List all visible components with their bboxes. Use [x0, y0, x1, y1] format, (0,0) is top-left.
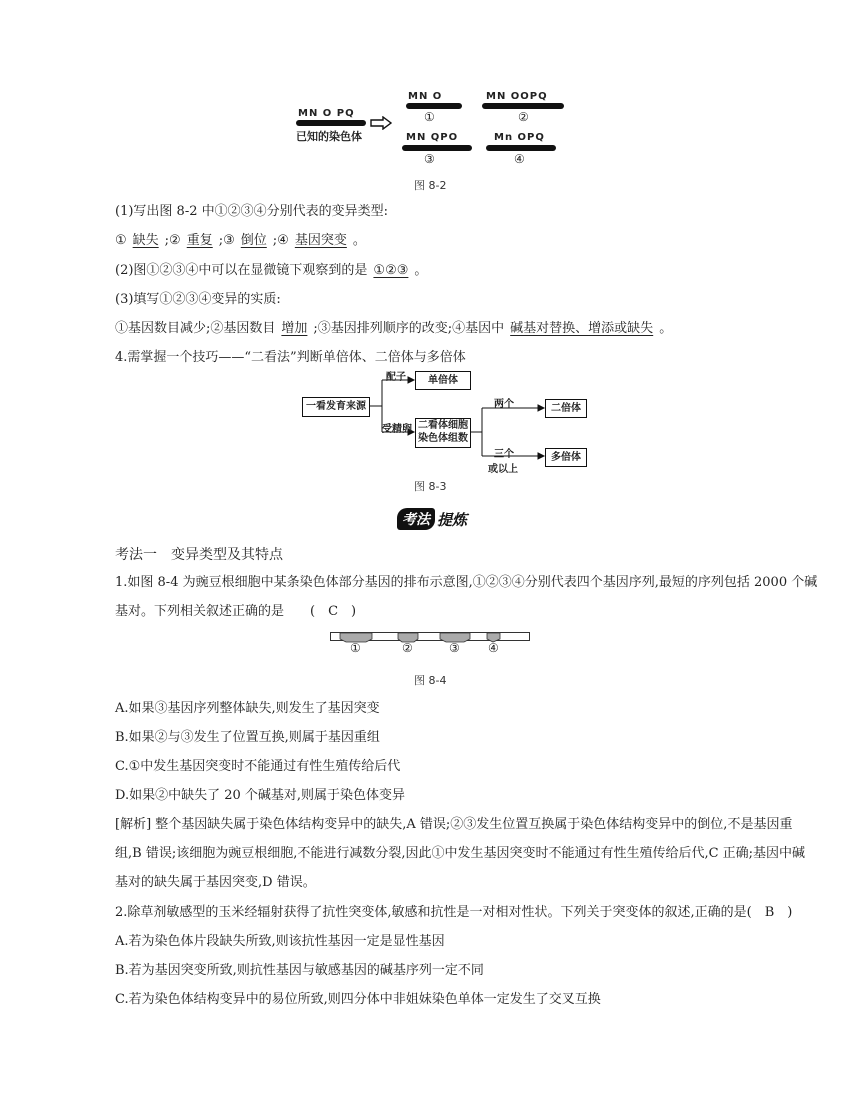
question-1-option-d: D.如果②中缺失了 20 个碱基对,则属于染色体变异 [115, 788, 406, 803]
box-second-look [415, 418, 471, 448]
question-1-option-b: B.如果②与③发生了位置互换,则属于基因重组 [115, 730, 380, 745]
badge-part-1: 考法 [397, 508, 435, 530]
right-arrow-icon [370, 116, 392, 130]
gene-number-1: ① [350, 641, 361, 655]
q1-label-3: ;③ [218, 233, 235, 248]
question-2-option-c: C.若为染色体结构变异中的易位所致,则四分体中非姐妹染色单体一定发生了交叉互换 [115, 992, 601, 1007]
q1-label-1: ① [115, 233, 127, 248]
figure-8-4 [330, 630, 530, 658]
chromosome-3-letters: MN QPO [406, 132, 459, 143]
q1-label-4: ;④ [272, 233, 289, 248]
gene-number-4: ④ [488, 641, 499, 655]
figure-8-4-caption: 图 8-4 [414, 674, 447, 687]
chromosome-3-number: ③ [424, 152, 435, 166]
question-1-analysis-1: [解析] 整个基因缺失属于染色体结构变异中的缺失,A 错误;②③发生位置互换属于染色体结构变异中的倒位,不是基因重 [115, 817, 793, 832]
figure-8-3-caption: 图 8-3 [414, 480, 447, 493]
chromosome-3-bar [402, 145, 472, 151]
chromosome-1-bar [406, 103, 462, 109]
q1-answer-2: 重复 [186, 233, 213, 248]
q1-answer-1: 缺失 [132, 233, 159, 248]
chromosome-2-bar [482, 103, 564, 109]
box-polyploid: 多倍体 [545, 448, 587, 467]
box-diploid: 二倍体 [545, 399, 587, 418]
known-chromosome-letters: MN O PQ [298, 108, 355, 119]
question-2-option-b: B.若为基因突变所致,则抗性基因与敏感基因的碱基序列一定不同 [115, 963, 484, 978]
gene-number-3: ③ [449, 641, 460, 655]
chromosome-4-number: ④ [514, 152, 525, 166]
chromosome-1-letters: MN O [408, 91, 443, 102]
box-second-look-line-1: 二看体细胞 [418, 420, 468, 431]
q2-prompt: (2)图①②③④中可以在显微镜下观察到的是 [115, 263, 368, 278]
q2-answer: ①②③ [373, 263, 409, 278]
question-1-option-a: A.如果③基因序列整体缺失,则发生了基因突变 [115, 701, 380, 716]
gene-number-2: ② [402, 641, 413, 655]
q3-prompt: (3)填写①②③④变异的实质: [115, 292, 281, 307]
label-gamete: 配子 [386, 372, 406, 383]
label-two: 两个 [494, 399, 514, 410]
q1-prompt: (1)写出图 8-2 中①②③④分别代表的变异类型: [115, 204, 388, 219]
q2-end: 。 [414, 263, 428, 278]
chromosome-4-bar [486, 145, 556, 151]
question-2-option-a: A.若为染色体片段缺失所致,则该抗性基因一定是显性基因 [115, 934, 445, 949]
q3-part-2: ;③基因排列顺序的改变;④基因中 [313, 321, 505, 336]
method-refine-badge [397, 508, 467, 530]
q1-answer-3: 倒位 [240, 233, 267, 248]
label-or-more: 或以上 [488, 464, 518, 475]
label-three: 三个 [494, 449, 514, 460]
q3-answer-2: 碱基对替换、增添或缺失 [510, 321, 654, 336]
question-1-line-1: 1.如图 8-4 为豌豆根细胞中某条染色体部分基因的排布示意图,①②③④分别代表四个基因序列,最短的序列包括 2000 个碱 [115, 575, 818, 590]
box-second-look-line-2: 染色体组数 [418, 433, 468, 444]
q1-answer-4: 基因突变 [294, 233, 347, 248]
q3-part-1: ①基因数目减少;②基因数目 [115, 321, 276, 336]
known-chromosome-label: 已知的染色体 [296, 130, 362, 143]
q3-end: 。 [659, 321, 673, 336]
method-1-title: 考法一 变异类型及其特点 [115, 547, 283, 563]
chromosome-2-letters: MN OOPQ [486, 91, 548, 102]
chromosome-4-letters: Mn OPQ [494, 132, 545, 143]
q2-line [115, 262, 427, 280]
q1-label-2: ;② [164, 233, 181, 248]
chromosome-1-number: ① [424, 110, 435, 124]
label-fertilized-egg: 受精卵 [382, 424, 412, 435]
figure-8-2 [290, 88, 580, 178]
box-haploid: 单倍体 [415, 371, 471, 390]
figure-8-2-caption: 图 8-2 [414, 179, 447, 192]
question-1-line-2: 基对。下列相关叙述正确的是 ( C ) [115, 604, 357, 619]
badge-part-2: 提炼 [437, 510, 468, 529]
question-1-option-c: C.①中发生基因突变时不能通过有性生殖传给后代 [115, 759, 401, 774]
known-chromosome-bar [296, 120, 366, 126]
q1-end: 。 [352, 233, 366, 248]
figure-8-3 [300, 368, 581, 475]
section-4-title: 4.需掌握一个技巧——“二看法”判断单倍体、二倍体与多倍体 [115, 350, 466, 365]
q1-answers [115, 232, 366, 250]
chromosome-2-number: ② [518, 110, 529, 124]
box-first-look-origin: 一看发育来源 [302, 397, 370, 417]
q3-answer-1: 增加 [281, 321, 308, 336]
question-1-analysis-2: 组,B 错误;该细胞为豌豆根细胞,不能进行减数分裂,因此①中发生基因突变时不能通过有性生殖传给后代,C 正确;基因中碱 [115, 846, 806, 861]
q3-answers [115, 320, 672, 338]
question-1-analysis-3: 基对的缺失属于基因突变,D 错误。 [115, 875, 316, 890]
question-2-line-1: 2.除草剂敏感型的玉米经辐射获得了抗性突变体,敏感和抗性是一对相对性状。下列关于突变体的叙述,正确的是( B ) [115, 905, 793, 920]
